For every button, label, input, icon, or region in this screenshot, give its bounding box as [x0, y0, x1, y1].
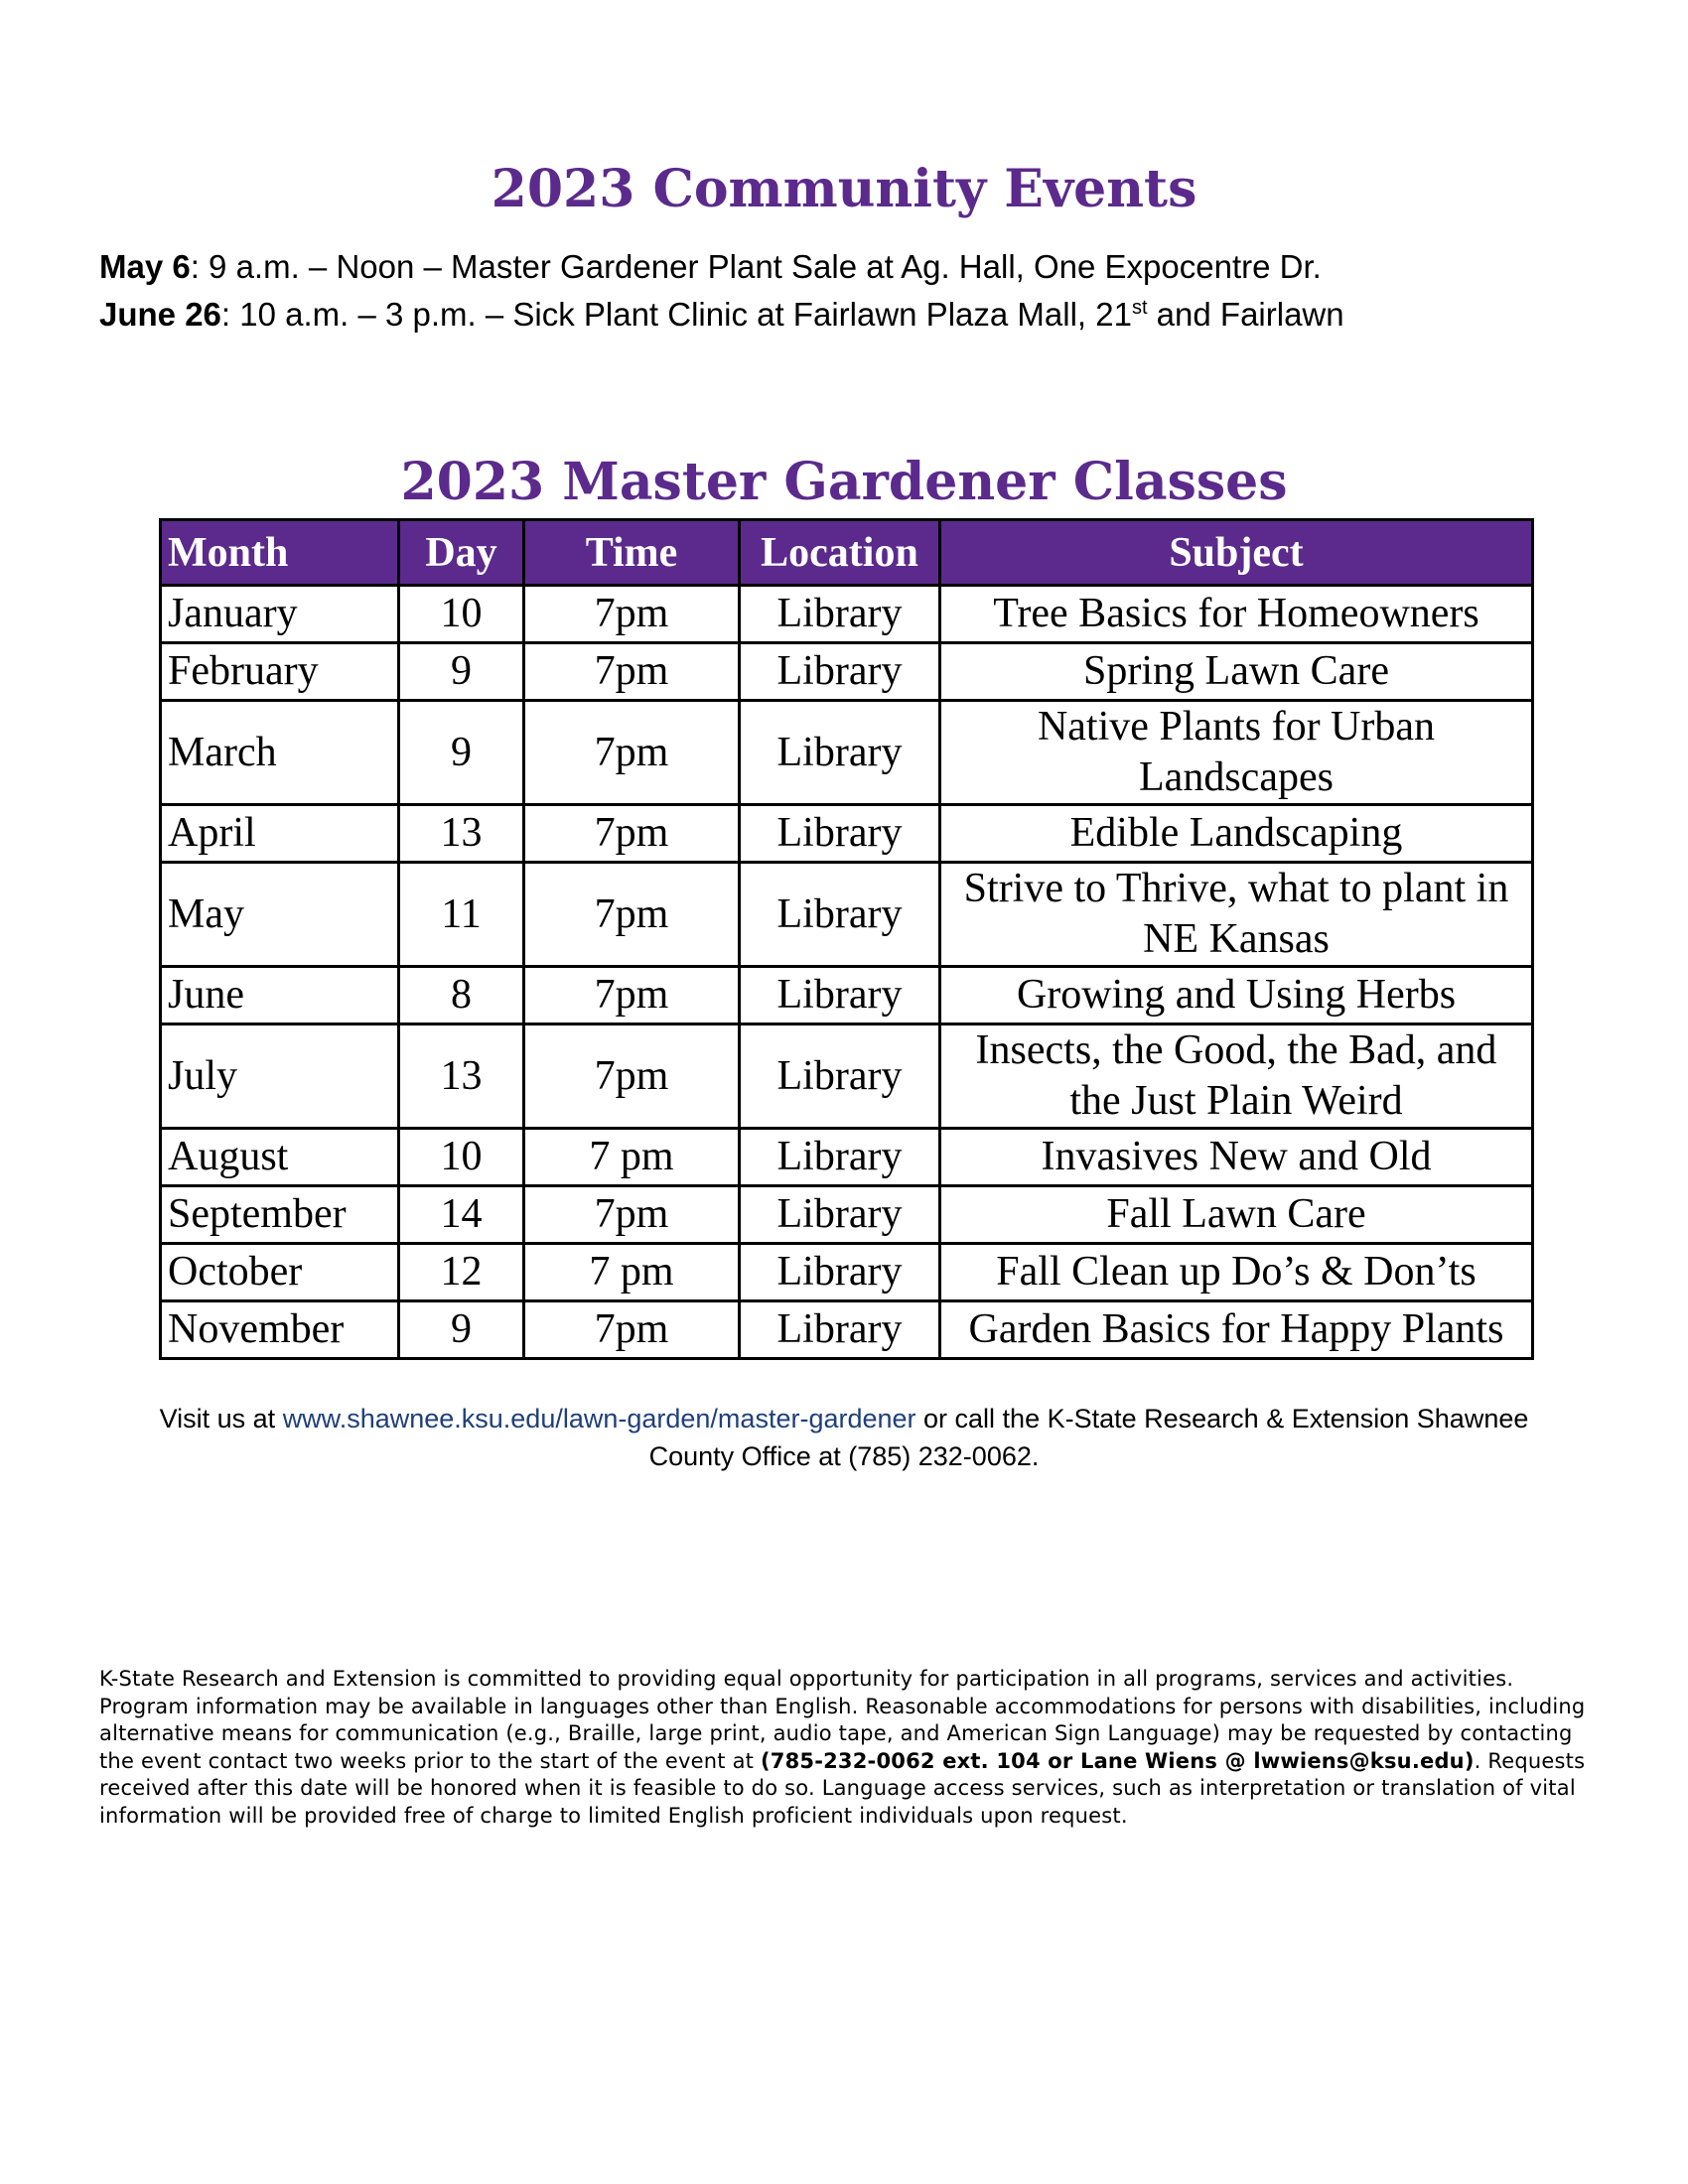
subject-line: Fall Lawn Care [1106, 1191, 1366, 1237]
cell-month: November [161, 1301, 399, 1359]
subject-line: Native Plants for Urban [1037, 704, 1436, 750]
cell-subject [940, 1024, 1533, 1129]
subject-line: Spring Lawn Care [1083, 648, 1389, 694]
cell-location: Library [740, 1301, 940, 1359]
website-link[interactable]: www.shawnee.ksu.edu/lawn-garden/master-gardener [282, 1404, 916, 1433]
cell-day: 9 [399, 1301, 524, 1359]
event-item [99, 296, 1344, 334]
cell-month: July [161, 1024, 399, 1129]
cell-time: 7pm [524, 1024, 740, 1129]
cell-location: Library [740, 586, 940, 643]
disclaimer-text: K-State Research and Extension is committed to providing equal opportunity for participation in all programs, services and activities. Program information may be available in languages other than English. Reasonable accommodations for persons with disabilities, including alternative means for communication (e.g., Braille, large print, audio tape, and American Sign Language) may be requested by contacting the event contact two weeks prior to the start of the event at [99, 1667, 1586, 1773]
cell-location: Library [740, 967, 940, 1024]
table-row [161, 701, 1533, 805]
visit-info [99, 1400, 1589, 1475]
event-text: : 10 a.m. – 3 p.m. – Sick Plant Clinic at Fairlawn Plaza Mall, 21 [220, 296, 1132, 333]
table-row [161, 643, 1533, 701]
header-location: Location [740, 520, 940, 586]
disclaimer [99, 1666, 1599, 1830]
event-item [99, 248, 1322, 286]
cell-subject [940, 1244, 1533, 1301]
table-row [161, 1301, 1533, 1359]
subject-line: Garden Basics for Happy Plants [968, 1306, 1504, 1352]
cell-time: 7pm [524, 1301, 740, 1359]
subject-line: Tree Basics for Homeowners [993, 591, 1479, 636]
event-date: May 6 [99, 248, 191, 285]
subject-line: NE Kansas [1143, 916, 1330, 962]
subject-line: the Just Plain Weird [1069, 1078, 1403, 1124]
cell-time: 7pm [524, 1186, 740, 1244]
cell-day: 11 [399, 863, 524, 967]
cell-month: May [161, 863, 399, 967]
classes-table [159, 518, 1534, 1360]
subject-line: Insects, the Good, the Bad, and [975, 1027, 1497, 1073]
cell-location: Library [740, 805, 940, 863]
cell-subject [940, 863, 1533, 967]
cell-subject [940, 1301, 1533, 1359]
cell-location: Library [740, 1129, 940, 1186]
subject-line: Fall Clean up Do’s & Don’ts [996, 1249, 1477, 1295]
cell-subject [940, 1186, 1533, 1244]
cell-location: Library [740, 863, 940, 967]
cell-subject [940, 701, 1533, 805]
cell-day: 13 [399, 805, 524, 863]
cell-month: April [161, 805, 399, 863]
cell-month: February [161, 643, 399, 701]
cell-time: 7pm [524, 701, 740, 805]
subject-line: Edible Landscaping [1069, 810, 1403, 856]
cell-month: June [161, 967, 399, 1024]
cell-month: January [161, 586, 399, 643]
cell-day: 9 [399, 643, 524, 701]
cell-time: 7 pm [524, 1129, 740, 1186]
cell-subject [940, 1129, 1533, 1186]
cell-location: Library [740, 1186, 940, 1244]
visit-line2: County Office at (785) 232-0062. [648, 1441, 1040, 1471]
cell-subject [940, 805, 1533, 863]
cell-time: 7pm [524, 586, 740, 643]
cell-day: 14 [399, 1186, 524, 1244]
header-subject: Subject [940, 520, 1533, 586]
table-row [161, 805, 1533, 863]
cell-time: 7pm [524, 805, 740, 863]
subject-line: Invasives New and Old [1041, 1134, 1432, 1179]
table-row [161, 586, 1533, 643]
header-time: Time [524, 520, 740, 586]
table-body [161, 586, 1533, 1359]
cell-day: 10 [399, 586, 524, 643]
subject-line: Strive to Thrive, what to plant in [963, 866, 1509, 911]
cell-day: 12 [399, 1244, 524, 1301]
cell-subject [940, 643, 1533, 701]
cell-location: Library [740, 1244, 940, 1301]
events-title: 2023 Community Events [491, 159, 1197, 219]
subject-line: Landscapes [1139, 754, 1334, 800]
cell-month: October [161, 1244, 399, 1301]
event-date: June 26 [99, 296, 221, 333]
event-superscript: st [1131, 297, 1148, 319]
cell-month: August [161, 1129, 399, 1186]
cell-subject [940, 967, 1533, 1024]
event-text-after: and Fairlawn [1147, 296, 1344, 333]
cell-month: September [161, 1186, 399, 1244]
table-header-row [161, 520, 1533, 586]
classes-title: 2023 Master Gardener Classes [400, 452, 1288, 512]
event-text: : 9 a.m. – Noon – Master Gardener Plant Sale at Ag. Hall, One Expocentre Dr. [190, 248, 1322, 285]
cell-day: 9 [399, 701, 524, 805]
subject-line: Growing and Using Herbs [1016, 972, 1457, 1018]
visit-prefix: Visit us at [159, 1404, 283, 1433]
cell-day: 13 [399, 1024, 524, 1129]
table-row [161, 1024, 1533, 1129]
cell-location: Library [740, 643, 940, 701]
cell-month: March [161, 701, 399, 805]
table-row [161, 1186, 1533, 1244]
table-row [161, 1244, 1533, 1301]
disclaimer-contact: (785-232-0062 ext. 104 or Lane Wiens @ lwwiens@ksu.edu) [760, 1748, 1475, 1773]
cell-subject [940, 586, 1533, 643]
table-row [161, 1129, 1533, 1186]
disclaimer-text-end: . Requests received after this date will be honored when it is feasible to do so. Language access services, such as interpretation or translation of vital information will be provided free of charge to limited English proficient individuals upon request. [99, 1748, 1586, 1828]
table-row [161, 967, 1533, 1024]
cell-time: 7 pm [524, 1244, 740, 1301]
cell-location: Library [740, 701, 940, 805]
cell-location: Library [740, 1024, 940, 1129]
header-month: Month [161, 520, 399, 586]
header-day: Day [399, 520, 524, 586]
table-row [161, 863, 1533, 967]
cell-day: 10 [399, 1129, 524, 1186]
cell-time: 7pm [524, 643, 740, 701]
cell-time: 7pm [524, 967, 740, 1024]
cell-time: 7pm [524, 863, 740, 967]
visit-suffix: or call the K-State Research & Extension Shawnee [915, 1404, 1529, 1433]
cell-day: 8 [399, 967, 524, 1024]
